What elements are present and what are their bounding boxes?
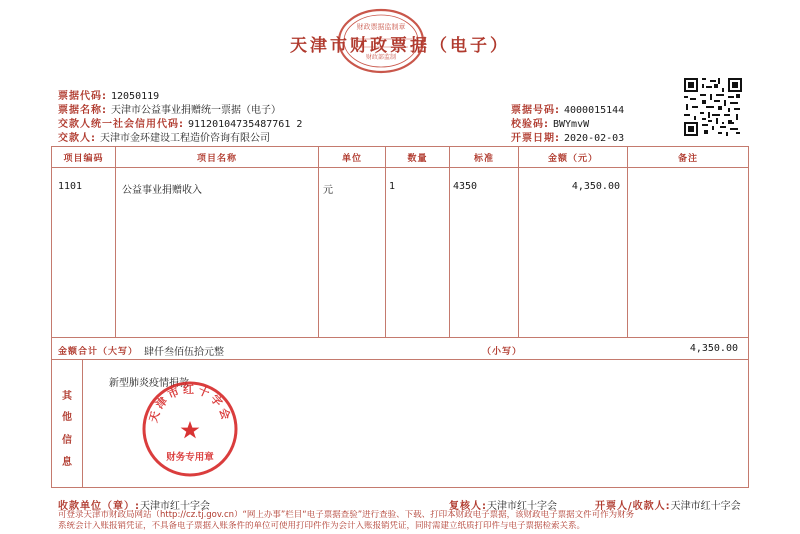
- seal-bottom-text: 财政部监制: [365, 54, 397, 61]
- other-info-text: 新型肺炎疫情捐款: [109, 378, 189, 389]
- total-label: 金额合计（大写）: [58, 347, 139, 357]
- other-info-label-4: 息: [62, 457, 73, 468]
- row-name: 公益事业捐赠收入: [122, 185, 202, 196]
- col-header-note: 备注: [677, 154, 698, 164]
- col-header-unit: 单位: [341, 154, 362, 164]
- payee-label: 收款单位（章）:: [58, 501, 140, 512]
- bill-code-value: 12050119: [111, 91, 160, 102]
- drawer-label: 开票人/收款人:: [595, 501, 671, 512]
- col-header-name: 项目名称: [196, 154, 237, 164]
- bill-number-label: 票据号码:: [511, 105, 560, 116]
- payer-value: 天津市金环建设工程造价咨询有限公司: [100, 133, 270, 144]
- total-small-label: （小写）: [482, 347, 523, 357]
- bill-name-label: 票据名称:: [58, 105, 107, 116]
- total-upper: 肆仟叁佰伍拾元整: [144, 347, 224, 358]
- row-qty: 1: [389, 181, 396, 192]
- check-code-value: BWYmvW: [553, 119, 590, 130]
- other-info-label-1: 其: [62, 391, 73, 402]
- seal-sub-text: 财务专用章: [166, 452, 214, 463]
- qr-code-icon: [684, 78, 742, 136]
- bill-name-value: 天津市公益事业捐赠统一票据（电子）: [111, 105, 281, 116]
- col-header-amount: 金额（元）: [547, 154, 598, 164]
- issue-date-value: 2020-02-03: [564, 133, 625, 144]
- footer-note-line-2: 系统会计入账报销凭证，不具备电子票据入账条件的单位可使用打印件作为会计入账报销凭证，同时需建立纸质打印件与电子票据检索关系。: [58, 521, 586, 531]
- star-icon: [181, 421, 200, 438]
- row-amount: 4,350.00: [571, 181, 620, 192]
- issue-date-label: 开票日期:: [511, 133, 560, 144]
- reviewer-value: 天津市红十字会: [487, 501, 557, 512]
- check-code-label: 校验码:: [511, 119, 549, 130]
- col-header-code: 项目编码: [63, 154, 104, 164]
- svg-text:天津市红十字会: [147, 382, 234, 424]
- bill-number-value: 4000015144: [564, 105, 625, 116]
- bill-code-label: 票据代码:: [58, 91, 107, 102]
- total-small: 4,350.00: [689, 343, 738, 354]
- payer-label: 交款人:: [58, 133, 96, 144]
- row-code: 1101: [58, 181, 83, 192]
- col-header-standard: 标准: [473, 154, 494, 164]
- payee-value: 天津市红十字会: [140, 501, 210, 512]
- other-info-label-3: 信: [62, 435, 73, 446]
- row-unit: 元: [323, 185, 333, 196]
- document-title: 天津市财政票据（电子）: [290, 36, 510, 56]
- other-info-label-2: 他: [62, 412, 73, 423]
- seal-org-text: 天津市红十字会: [146, 382, 234, 424]
- payer-credit-value: 91120104735487761 2: [188, 119, 303, 130]
- finance-seal-stamp: [141, 380, 239, 478]
- payer-credit-label: 交款人统一社会信用代码:: [58, 119, 184, 130]
- drawer-value: 天津市红十字会: [670, 501, 741, 512]
- footer-note-line-1: 可登录天津市财政局网站（http://cz.tj.gov.cn）“网上办事”栏目“电子票据查验”进行查验、下载、打印本财政电子票据，该财政电子票据文件可作为财务: [58, 510, 635, 520]
- row-standard: 4350: [453, 181, 478, 192]
- reviewer-label: 复核人:: [449, 501, 487, 512]
- col-header-qty: 数量: [407, 154, 428, 164]
- seal-top-text: 财政票据监制章: [356, 23, 406, 31]
